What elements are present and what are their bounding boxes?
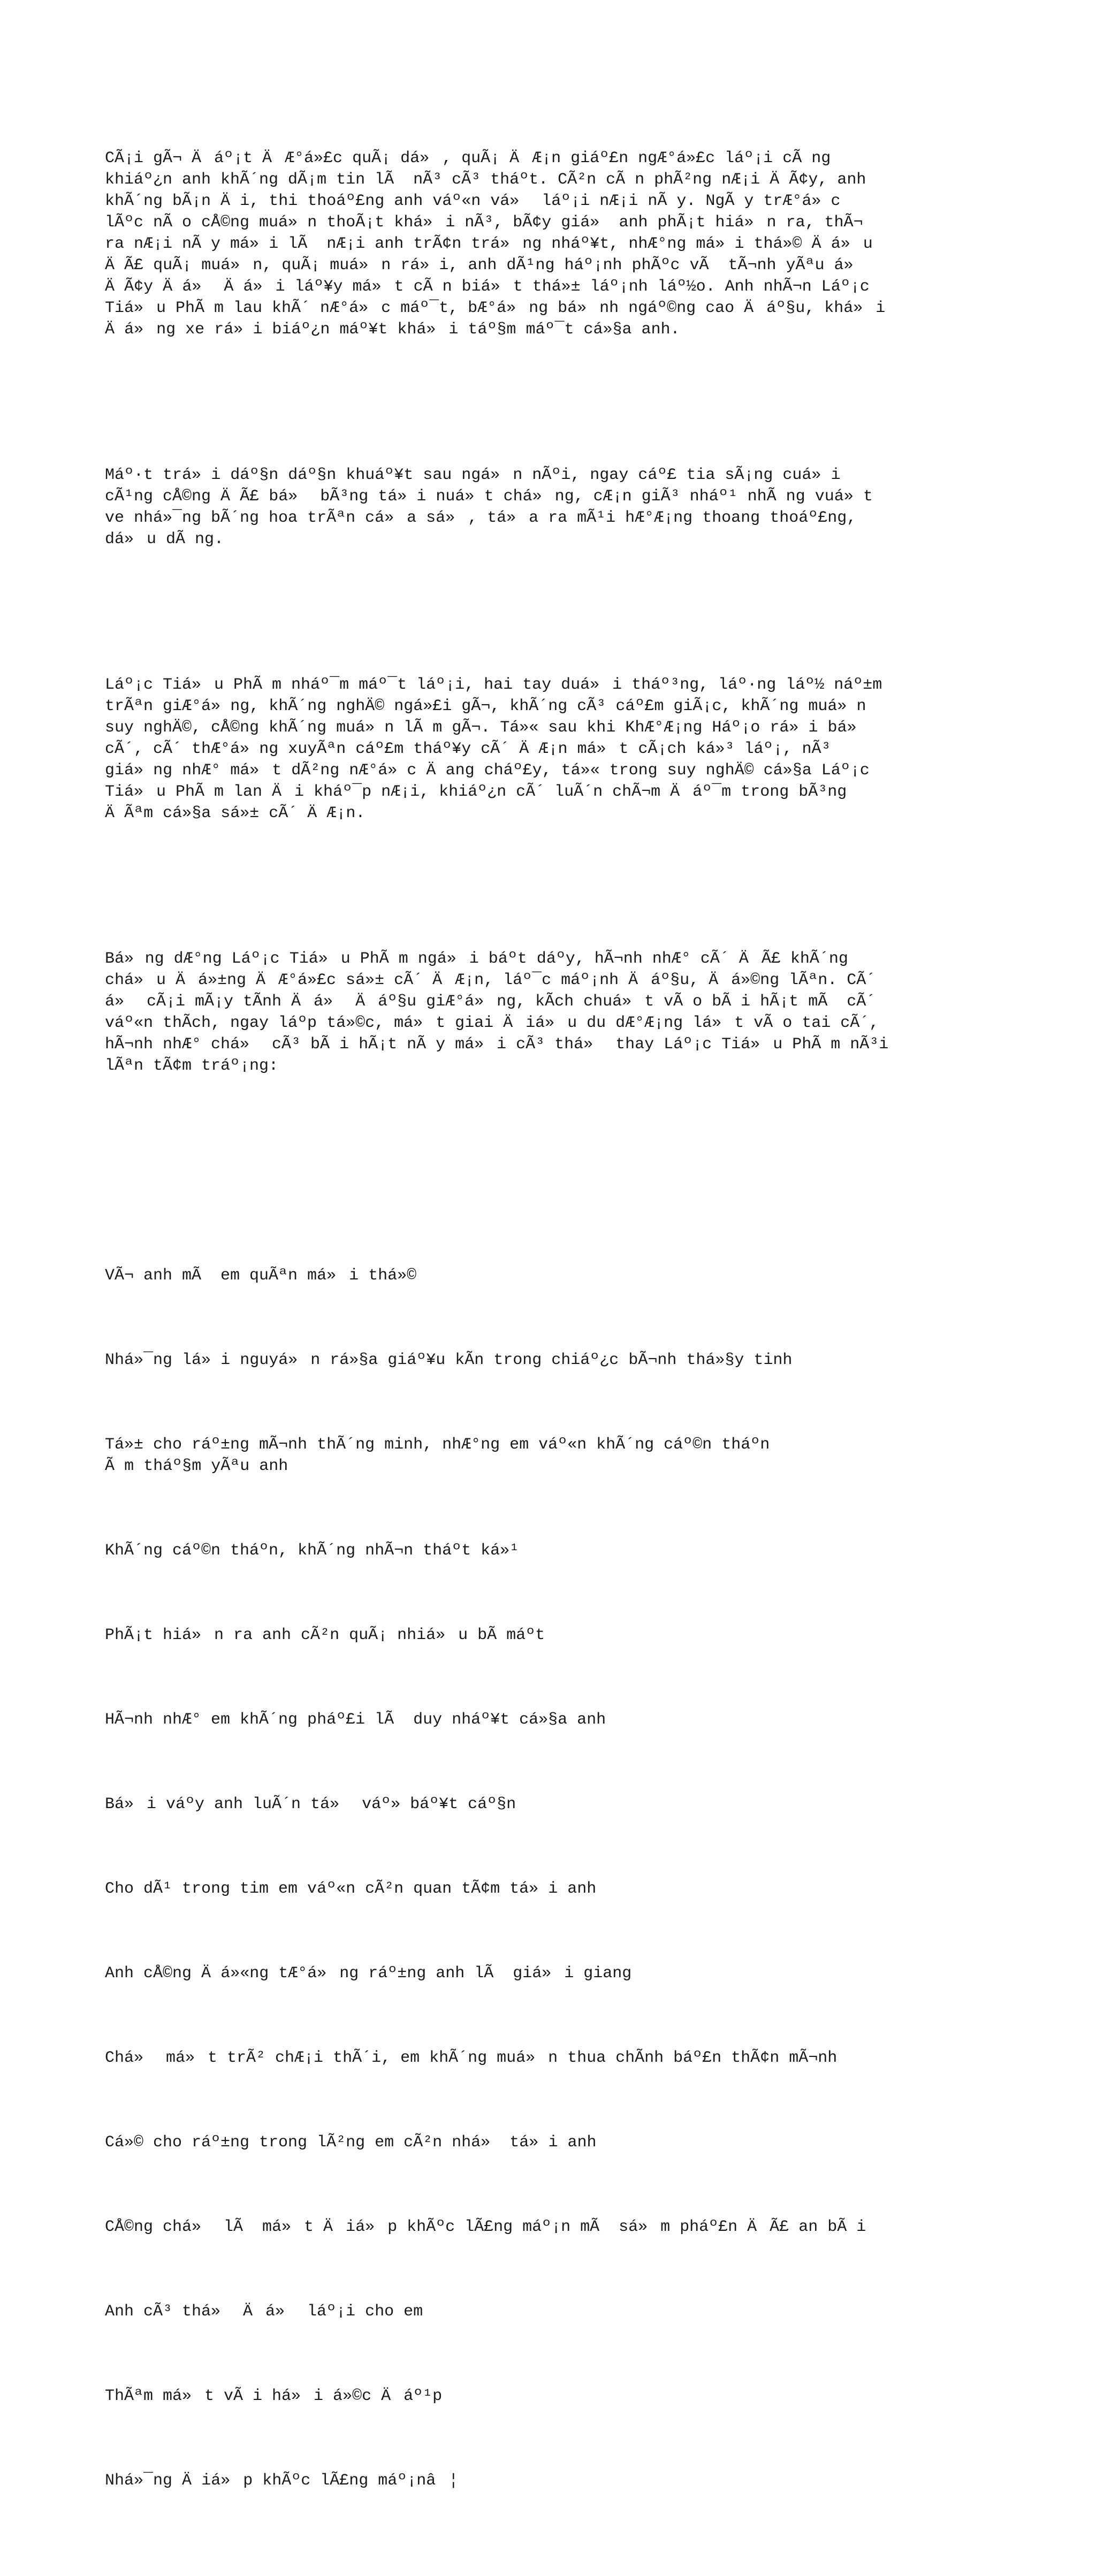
poem-line: Anh cÃ³ thá» Äá» láº¡i cho em	[105, 2303, 423, 2321]
poem-line: Bá»i váºy anh luÃ´n tá» váº» báº¥t cáº§n	[105, 1795, 516, 1813]
poem-line: Anh cÅ©ng Äá»«ng tÆ°á»ng ráº±ng anh lÃ giá»i giang	[105, 1964, 632, 1983]
paragraph-4: Bá»ng dÆ°ng Láº¡c Tiá»u PhÃ m ngá»i báºt dáºy, hÃ¬nh nhÆ° cÃ´ ÄÃ£ khÃ´ng chá»u Äá»±ng ÄÆ°á»£c sá»± cÃ´ ÄÆ¡n, láº¯c máº¡nh Äáº§u, Äá»©ng lÃªn. CÃ´ á» cÃ¡i mÃ¡y tÃnh Äá» Äáº§u giÆ°á»ng, kÃch chuá»t vÃ o bÃ i hÃ¡t mÃ cÃ´ váº«n thÃch, ngay láºp tá»©c, má»t giai Äiá»u du dÆ°Æ¡ng lá»t vÃ o tai cÃ´, hÃ¬nh nhÆ° chá» cÃ³ bÃ i hÃ¡t nÃ y má»i cÃ³ thá» thay Láº¡c Tiá»u PhÃ m nÃ³i lÃªn tÃ¢m tráº¡ng:	[105, 950, 889, 1075]
poem	[105, 1222, 1004, 2555]
poem-line: Nhá»¯ng lá»i nguyá»n rá»§a giáº¥u kÃn trong chiáº¿c bÃ¬nh thá»§y tinh	[105, 1351, 793, 1369]
poem-line: Chá» má»t trÃ² chÆ¡i thÃ´i, em khÃ´ng muá»n thua chÃnh báº£n thÃ¢n mÃ¬nh	[105, 2049, 838, 2067]
poem-line: Cho dÃ¹ trong tim em váº«n cÃ²n quan tÃ¢m tá»i anh	[105, 1880, 597, 1898]
paragraph-3: Láº¡c Tiá»u PhÃ m nháº¯m máº¯t láº¡i, hai tay duá»i tháº³ng, láº·ng láº½ náº±m trÃªn giÆ°á»ng, khÃ´ng nghÄ© ngá»£i gÃ¬, khÃ´ng cÃ³ cáº£m giÃ¡c, khÃ´ng muá»n suy nghÄ©, cÅ©ng khÃ´ng muá»n lÃ m gÃ¬. Tá»« sau khi KhÆ°Æ¡ng Háº¡o rá»i bá» cÃ´, cÃ´ thÆ°á»ng xuyÃªn cáº£m tháº¥y cÃ´ ÄÆ¡n má»t cÃ¡ch ká»³ láº¡, nÃ³ giá»ng nhÆ° má»t dÃ²ng nÆ°á»c Äang cháº£y, tá»« trong suy nghÄ© cá»§a Láº¡c Tiá»u PhÃ m lan Äi kháº¯p nÆ¡i, khiáº¿n cÃ´ luÃ´n chÃ¬m Äáº¯m trong bÃ³ng ÄÃªm cá»§a sá»± cÃ´ ÄÆ¡n.	[105, 676, 882, 822]
document-page	[105, 105, 1004, 2576]
poem-line: Cá»© cho ráº±ng trong lÃ²ng em cÃ²n nhá» tá»i anh	[105, 2133, 597, 2152]
paragraph-2: Máº·t trá»i dáº§n dáº§n khuáº¥t sau ngá»n nÃºi, ngay cáº£ tia sÃ¡ng cuá»i cÃ¹ng cÅ©ng ÄÃ£ bá» bÃ³ng tá»i nuá»t chá» ng, cÆ¡n giÃ³ nháº¹ nhÃ ng vuá»t ve nhá»¯ng bÃ´ng hoa trÃªn cá»a sá», tá»a ra mÃ¹i hÆ°Æ¡ng thoang thoáº£ng, dá»u dÃ ng.	[105, 466, 873, 548]
poem-line: KhÃ´ng cáº©n tháºn, khÃ´ng nhÃ¬n tháºt ká»¹	[105, 1542, 520, 1560]
poem-line: CÅ©ng chá» lÃ má»t Äiá»p khÃºc lÃ£ng máº¡n mÃ sá»m pháº£n ÄÃ£ an bÃ i	[105, 2218, 866, 2236]
poem-line: Tá»± cho ráº±ng mÃ¬nh thÃ´ng minh, nhÆ°ng em váº«n khÃ´ng cáº©n tháºn Ãm tháº§m yÃªu anh	[105, 1436, 770, 1475]
paragraph-1: CÃ¡i gÃ¬ Äáº¡t ÄÆ°á»£c quÃ¡ dá» , quÃ¡ ÄÆ¡n giáº£n ngÆ°á»£c láº¡i cÃ ng khiáº¿n anh khÃ´ng dÃ¡m tin lÃ nÃ³ cÃ³ tháºt. CÃ²n cÃ n phÃ²ng nÆ¡i ÄÃ¢y, anh khÃ´ng bÃ¡n Äi, thi thoáº£ng anh váº«n vá» láº¡i nÆ¡i nÃ y. NgÃ y trÆ°á»c lÃºc nÃ o cÅ©ng muá»n thoÃ¡t khá»i nÃ³, bÃ¢y giá» anh phÃ¡t hiá»n ra, thÃ¬ ra nÆ¡i nÃ y má»i lÃ nÆ¡i anh trÃ¢n trá»ng nháº¥t, nhÆ°ng má»i thá»© Äá»u ÄÃ£ quÃ¡ muá»n, quÃ¡ muá»n rá»i, anh dÃ¹ng háº¡nh phÃºc vÃ tÃ¬nh yÃªu á» ÄÃ¢y Äá» Äá»i láº¥y má»t cÃ n biá»t thá»± láº¡nh láº½o. Anh nhÃ¬n Láº¡c Tiá»u PhÃ m lau khÃ´ nÆ°á»c máº¯t, bÆ°á»ng bá»nh ngáº©ng cao Äáº§u, khá»i Äá»ng xe rá»i biáº¿n máº¥t khá»i táº§m máº¯t cá»§a anh.	[105, 149, 886, 339]
poem-line: Nhá»¯ng Äiá»p khÃºc lÃ£ng máº¡nâ¦	[105, 2472, 459, 2490]
poem-line: ThÃªm má»t vÃ i há»i á»©c Äáº¹p	[105, 2387, 443, 2405]
poem-line: HÃ¬nh nhÆ° em khÃ´ng pháº£i lÃ duy nháº¥t cá»§a anh	[105, 1711, 606, 1729]
poem-line: VÃ¬ anh mÃ em quÃªn má»i thá»©	[105, 1267, 417, 1285]
poem-line: PhÃ¡t hiá»n ra anh cÃ²n quÃ¡ nhiá»u bÃ máºt	[105, 1626, 545, 1644]
